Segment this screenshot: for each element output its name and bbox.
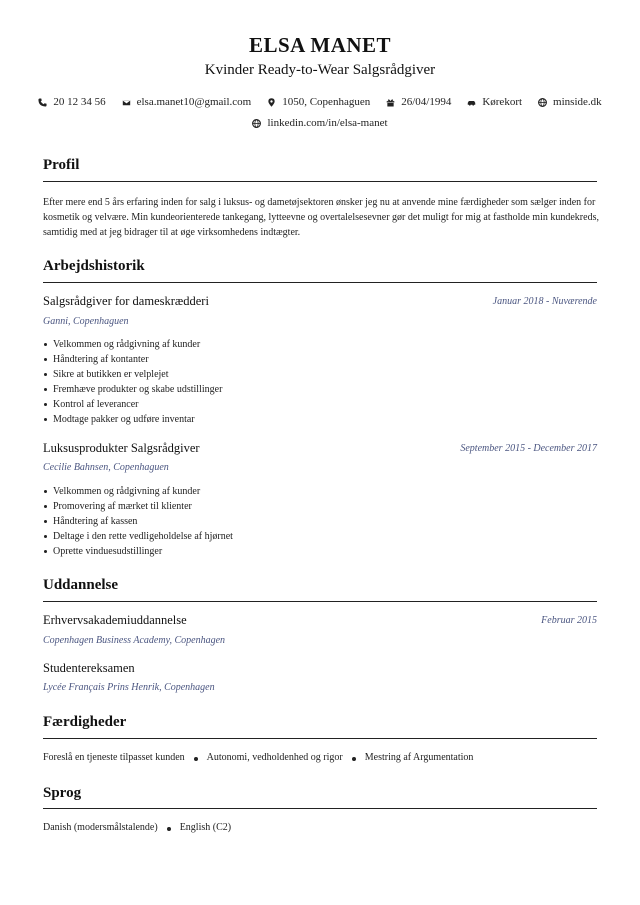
section-divider [43, 282, 597, 283]
section-title-skills: Færdigheder [43, 714, 127, 730]
contact-linkedin[interactable] [252, 117, 387, 129]
bullet-separator [194, 757, 198, 761]
linkedin-text: linkedin.com/in/elsa-manet [267, 117, 388, 129]
contact-row-2 [0, 117, 640, 129]
education-title: Studentereksamen [43, 661, 135, 675]
gift-icon [386, 98, 395, 107]
job-title-headline: Kvinder Ready-to-Wear Salgsrådgiver [204, 62, 436, 78]
bullet-separator [352, 757, 356, 761]
profile-summary: Efter mere end 5 års erfaring inden for salg i luksus- og dametøjsektoren ønsker jeg nu at anvende mine færdigheder som sælger inden for kosmetik og velvære. Min kundeorienterede tankegang, lytteevne og overtalelsesevner gør det muligt for mig at fastholde min kundekreds, samtidig med at jeg bidrager til at øge virksomhedens indtægter. [43, 197, 599, 238]
section-divider [43, 601, 597, 602]
job-task: Velkommen og rådgivning af kunder [43, 484, 233, 499]
job-task: Modtage pakker og udføre inventar [43, 412, 222, 427]
job-title: Luksusprodukter Salgsrådgiver [43, 441, 200, 455]
contact-address [267, 96, 370, 108]
job-task: Fremhæve produkter og skabe udstillinger [43, 382, 222, 397]
contact-email[interactable] [122, 96, 252, 108]
contact-license [467, 96, 522, 108]
email-text: elsa.manet10@gmail.com [136, 96, 252, 108]
contact-phone [38, 96, 105, 108]
job-date: September 2015 - December 2017 [460, 443, 597, 454]
bullet-separator [167, 827, 171, 831]
skill-item: Foreslå en tjeneste tilpasset kunden [43, 752, 185, 763]
section-title-experience: Arbejdshistorik [43, 258, 145, 274]
language-item: Danish (modersmålstalende) [43, 822, 158, 833]
job-task: Håndtering af kontanter [43, 352, 222, 367]
section-title-education: Uddannelse [43, 577, 119, 593]
skill-item: Autonomi, vedholdenhed og rigor [206, 752, 343, 763]
contact-birthdate [386, 96, 451, 108]
birthdate-text: 26/04/1994 [401, 96, 452, 108]
section-title-languages: Sprog [43, 785, 82, 801]
skill-item: Mestring af Argumentation [364, 752, 474, 763]
section-divider [43, 738, 597, 739]
section-divider [43, 808, 597, 809]
job-task-list [43, 337, 222, 428]
website-text: minside.dk [553, 96, 602, 108]
envelope-icon [122, 98, 131, 107]
job-company: Ganni, Copenhaguen [43, 316, 129, 327]
section-title-profile: Profil [43, 157, 80, 173]
job-title: Salgsrådgiver for dameskrædderi [43, 294, 209, 308]
job-date: Januar 2018 - Nuværende [492, 296, 597, 307]
job-task: Oprette vinduesudstillinger [43, 544, 233, 559]
license-text: Kørekort [482, 96, 523, 108]
languages-list [43, 822, 231, 833]
phone-text: 20 12 34 56 [53, 96, 106, 108]
education-title: Erhvervsakademiuddannelse [43, 613, 187, 627]
contact-website[interactable] [538, 96, 602, 108]
job-task-list [43, 484, 233, 559]
address-text: 1050, Copenhaguen [282, 96, 371, 108]
car-icon [467, 98, 476, 107]
education-date: Februar 2015 [541, 615, 597, 626]
job-task: Velkommen og rådgivning af kunder [43, 337, 222, 352]
education-school: Copenhagen Business Academy, Copenhagen [43, 635, 226, 646]
job-task: Promovering af mærket til klienter [43, 499, 233, 514]
globe-icon [252, 119, 261, 128]
education-school: Lycée Français Prins Henrik, Copenhagen [43, 682, 215, 693]
phone-icon [38, 98, 47, 107]
language-item: English (C2) [179, 822, 232, 833]
contact-row [0, 96, 640, 108]
job-task: Håndtering af kassen [43, 514, 233, 529]
globe-icon [538, 98, 547, 107]
job-task: Kontrol af leverancer [43, 397, 222, 412]
section-divider [43, 181, 597, 182]
candidate-name: ELSA MANET [248, 33, 392, 57]
skills-list [43, 752, 473, 763]
job-task: Sikre at butikken er velplejet [43, 367, 222, 382]
location-pin-icon [267, 98, 276, 107]
job-company: Cecilie Bahnsen, Copenhaguen [43, 462, 169, 473]
job-task: Deltage i den rette vedligeholdelse af hjørnet [43, 529, 233, 544]
